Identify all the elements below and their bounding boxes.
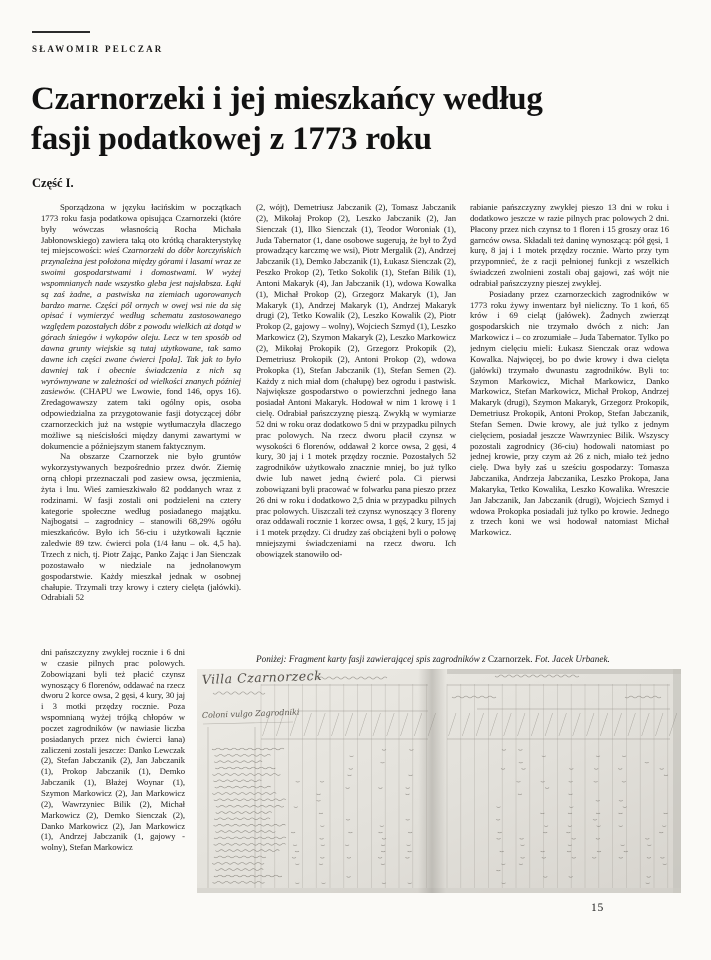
italic-run: Fot. Jacek Urbanek.	[534, 654, 610, 665]
paragraph	[41, 202, 241, 451]
photo-right-edge-shadow	[673, 669, 681, 893]
paragraph	[41, 647, 185, 853]
italic-run: Poniżej: Fragment karty fasji zawierającej spis zagrodników z	[256, 654, 488, 665]
photo-script-title: Villa Czarnorzeck	[201, 669, 323, 687]
text-run: Sporządzona w języku łacińskim w początkach 1773 roku fasja podatkowa opisująca Czarnorzeki (które były wówczas własnością Rocha Michała Jabłonowskiego) zawiera taką oto krótką charakterystykę tej miejscowości:	[41, 202, 241, 256]
photo-top-edge-shadow	[447, 669, 681, 674]
photo-fold-shadow	[418, 669, 446, 893]
text-run: (2, wójt), Demetriusz Jabczanik (2), Tomasz Jabczanik (2), Mikołaj Prokop (2), Leszko Jabczanik (2), Jan Sienczak (1), Ilko Sienczak (1), Teodor Woroniak (1), Juda Tabernator (1, dane osobowe sugerują, że był to Żyd prowadzący karczmę we wsi), Piotr Mergalik (2), Andrzej Jabczanik (1), Demko Jabczanik (1), Łukasz Sienczak (2), Peszko Prokop (2), Tetko Sokolik (1), Stefan Bilik (1), Antoni Makaryk (4), Jan Jabczanik (1), wdowa Kowalka (1), Michał Prokop (2), Grzegorz Makaryk (1), Jan Makaryk (1), Andrzej Makaryk (1), Andrzej Makaryk drugi (2), Tetko Kowalik (2), Leszko Kowalik (2), Piotr Prokop (2, gajowy – wolny), Wojciech Szmyd (1), Leszko Markowicz (2), Szymon Makaryk (2), Leszko Markowicz (2), Mikołaj Prokopik (2), Grzegorz Prokopik (2), Demetriusz Prokopik (2), Antoni Prokop (2), wdowa Prokopka (1), Stefan Jabczanik (1), Stefan Semen (2). Każdy z nich miał dom (chałupę) bez ogrodu i pastwisk. Największe gospodarstwo o powierzchni jednego łana posiadał Antoni Makaryk. Hodował w nim 1 krowę i 1 cielę. Odrabiał pańszczyznę pieszą. Zwykłą w wymiarze 52 dni w roku oraz dodatkowo 5 dni w przypadku pilnych prac polowych. Na rzecz dworu płacił czynsz w wysokości 6 florenów, oddawał 2 korce owsa, 2 gęsi, 4 kury, 30 jaj i 1 motek przędzy rocznie. Pozostałych 52 zagrodników użytkowało znacznie mniej, bo już tylko dwie lub nawet jedną ćwierć pola. Ci pierwsi zobowiązani byli pracować w folwarku pana pieszo przez 26 dni w roku i dodatkowo 2,5 dnia w przypadku pilnych prac polowych. Uiszczali też czynsz wynoszący 3 floreny oraz oddawali rocznie 1 korzec owsa, 1 gęś, 2 kury, 15 jaj i 1 motek przędzy. Ci drudzy zaś obciążeni byli o połowę mniejszymi świadczeniami na rzecz dworu. Ich obowiązek stanowiło od-	[256, 202, 456, 559]
archival-scan-photo	[197, 669, 681, 893]
text-column-3	[470, 202, 669, 648]
author-name: SŁAWOMIR PELCZAR	[32, 44, 164, 54]
page-number: 15	[591, 902, 605, 914]
paragraph	[256, 202, 456, 560]
text-column-2	[256, 202, 456, 648]
section-heading: Część I.	[32, 176, 74, 190]
header-rule	[32, 31, 90, 33]
paragraph	[470, 289, 669, 538]
paragraph	[470, 202, 669, 289]
text-column-1-top	[41, 202, 241, 647]
italic-run: wieś Czarnorzeki do dóbr korczyńskich przynależna jest położona między górami i lasami wraz ze swoimi gospodarstwami i domostwami. W wyżej wspomnianych nade wszystko gleba jest najsłabsza. Łąki są zaś żadne, a pastwiska na ziemiach ugorowanych bardzo marne. Części pól ornych w owej wsi nie da się opisać i wymierzyć według schematu zastosowanego względem pozostałych dóbr z powodu wielkich aż dotąd w górach śniegów i wykopów oleju. Lecz w ten sposób od dawna grunty wiejskie są tutaj użytkowane, tak samo dawne ich części zwane ćwierci [poła]. Tak jak to było dawniej tak i obecnie świadczenia z nich są wyrównywane w zależności od wielkości znanych później zasiewów.	[41, 245, 241, 397]
text-run: Na obszarze Czarnorzek nie było gruntów wykorzystywanych bezpośrednio przez dwór. Ziemię orną chłopi przeznaczali pod zasiew owsa, jęczmienia, żyta i lnu. Wieś zamieszkiwało 82 poddanych wraz z rodzinami. W fasji zostali oni podzieleni na cztery kategorie społeczne według posiadanego majątku. Najbogatsi – zagrodnicy – stanowili 68,29% ogółu mieszkańców. Było ich 56-ciu i użytkowali łącznie zaledwie 89 tzw. ćwierci pola (1/4 łanu – ok. 4,5 ha). Trzech z nich, tj. Piotr Zając, Panko Zając i Jan Sienczak pozostawało w niedziale na jednołanowym gospodarstwie. Każdy mieszkał jednak w osobnej chałupie. Trzymali trzy krowy i cztery cielęta (jałówki). Odrabiali 52	[41, 451, 241, 603]
paragraph	[41, 451, 241, 603]
text-run: Czarnorzek	[487, 654, 531, 665]
article-title	[31, 79, 691, 159]
paragraph	[256, 654, 672, 665]
photo-script-subtitle: Coloni vulgo Zagrodniki	[201, 707, 300, 720]
text-column-1-bottom	[41, 647, 185, 855]
text-run: .	[530, 654, 535, 665]
text-run: (CHAPU we Lwowie, fond 146, opys 16). Zredagowawszy zatem taki ogólny opis, osoba odpowiedzialna za przygotowanie fasji dotyczącej dóbr czarnorzeckich już na wstępie wytłumaczyła dlaczego możliwe są nieścisłości między danymi zawartymi w dokumencie a późniejszym stanem faktycznym.	[41, 386, 241, 451]
article-title-line-1: Czarnorzeki i jej mieszkańcy według	[31, 81, 543, 117]
archival-scan-svg	[197, 669, 681, 893]
text-run: Posiadany przez czarnorzeckich zagrodników w 1773 roku żywy inwentarz był nieliczny. To 1 koń, 65 krów i 69 cieląt (jałówek). Żadnych zwierząt gospodarskich nie trzymało dwóch z nich: Jan Markowicz i – co zrozumiałe – Juda Tabernator. Tylko po jednym cielęciu mieli: Łukasz Sienczak oraz wdowa Kowalka. Najwięcej, bo po dwie krowy i dwa cielęta (jałówki) trzymało dwunastu zagrodników. Byli to: Szymon Markowicz, Michał Markowicz, Danko Markowicz, Stefan Markowicz, Michał Prokop, Andrzej Makaryk (drugi), Szymon Makaryk, Grzegorz Prokopik, Demetriusz Prokopik, Antoni Prokop, Stefan Jabczanik, Stefan Semen. Dwie krowy, ale już tylko z jednym cielęciem, posiadał jeszcze Wawrzyniec Bilik. Wszyscy pozostali zagrodnicy (36-ciu) hodowali natomiast po jednej krowie, przy czym aż 26 z nich, miało też jedno cielę. Dwa były zaś u sześciu gospodarzy: Tomasza Jabczanika, Andrzeja Jabczanika, Leszko Prokopa, Jana Makaryka, Tetko Kowalika, Leszko Kowalika. Wreszcie Jan Jabczanik, Jan Jabczanik (drugi), Wojciech Szmyd i wdowa Prokopka posiadali już tylko po krowie. Jednego z trzech koni we wsi hodował natomiast Michał Markowicz.	[470, 288, 669, 538]
article-title-line-2: fasji podatkowej z 1773 roku	[31, 121, 432, 157]
text-run: dni pańszczyzny zwykłej rocznie i 6 dni w czasie pilnych prac polowych. Zobowiązani byli też płacić czynsz wynoszący 6 florenów, oddawać na rzecz dworu 2 korce owsa, 2 gęsi, 4 kury, 30 jaj i 3 motki przędzy rocznie. Poza wspomnianą wyżej trójką chłopów w poczet zagrodników (w nawiasie liczba posiadanych przez nich ćwierci łana) zaliczeni zostali jeszcze: Danko Lewczak (2), Stefan Jabczanik (2), Jan Jabczanik (1), Prokop Jabczanik (1), Demko Jabczanik (1), Błażej Woynar (1), Szymon Markowicz (2), Jan Markowicz (2), Wawrzyniec Bilik (2), Michał Markowicz (2), Demko Sienczak (2), Danko Markowicz (2), Jan Markowicz (1), Andrzej Jabczanik (1, gajowy - wolny), Stefan Markowicz	[41, 647, 185, 853]
text-run: rabianie pańszczyzny zwykłej pieszo 13 dni w roku i dodatkowo jeszcze w razie pilnych prac polowych 2 dni. Płacony przez nich czynsz to 1 floren i 15 groszy oraz 16 garnców owsa. Składali też daninę wynoszącą: pół gęsi, 1 kurę, 8 jaj i 1 motek przędzy rocznie. Warto przy tym przypomnieć, że z racji pełnionej funkcji z wszelkich świadczeń zwolnieni zostali obaj gajowi, zaś wójt nie odrabiał pańszczyzny pieszej zwykłej.	[470, 202, 669, 288]
